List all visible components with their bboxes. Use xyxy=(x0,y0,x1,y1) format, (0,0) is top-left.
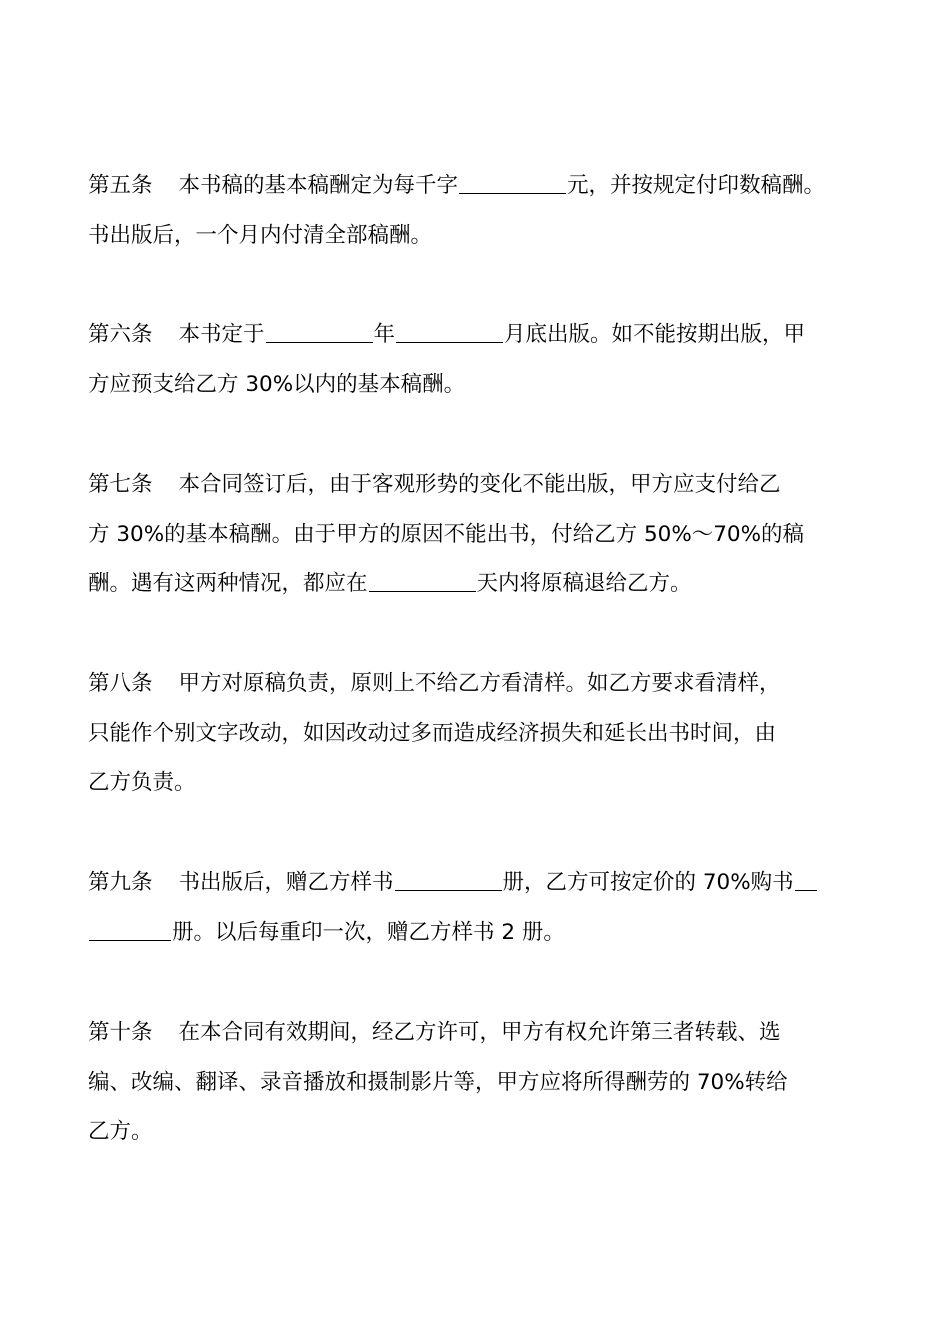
fill-in-blank[interactable] xyxy=(89,920,171,941)
fill-in-blank[interactable] xyxy=(795,870,817,891)
clause-line xyxy=(88,310,888,360)
clause-line xyxy=(88,1058,888,1108)
clause-text: 元，并按规定付印数稿酬。 xyxy=(567,173,826,198)
clause-10 xyxy=(88,1008,888,1157)
clause-7 xyxy=(88,460,888,609)
clause-line xyxy=(88,161,888,211)
clause-text: 甲方对原稿负责，原则上不给乙方看清样。如乙方要求看清样， xyxy=(178,671,781,696)
clause-5 xyxy=(88,161,888,260)
clause-label: 第九条 xyxy=(88,870,153,895)
fill-in-blank[interactable] xyxy=(396,322,503,343)
clause-text: 本合同签订后，由于客观形势的变化不能出版，甲方应支付给乙 xyxy=(178,472,781,497)
clause-text: 乙方负责。 xyxy=(88,770,196,795)
clause-text: 方 30%的基本稿酬。由于甲方的原因不能出书，付给乙方 50%～70%的稿 xyxy=(88,521,805,547)
clause-text: 只能作个别文字改动，如因改动过多而造成经济损失和延长出书时间，由 xyxy=(88,720,777,746)
clause-text: 乙方。 xyxy=(88,1119,153,1144)
clause-line xyxy=(88,758,888,808)
clause-line xyxy=(88,908,888,958)
clause-text: 书出版后，一个月内付清全部稿酬。 xyxy=(88,222,433,248)
clause-line xyxy=(88,559,888,609)
clause-line xyxy=(88,460,888,510)
clause-line xyxy=(88,1107,888,1157)
clause-text: 本书稿的基本稿酬定为每千字 xyxy=(178,173,459,198)
clause-line xyxy=(88,659,888,709)
clause-text: 册，乙方可按定价的 70%购书 xyxy=(502,870,794,895)
clause-text: 方应预支给乙方 30%以内的基本稿酬。 xyxy=(88,371,466,397)
clause-line xyxy=(88,858,888,908)
clause-label: 第十条 xyxy=(88,1020,153,1045)
fill-in-blank[interactable] xyxy=(395,870,502,891)
fill-in-blank[interactable] xyxy=(459,173,566,194)
fill-in-blank[interactable] xyxy=(369,571,476,592)
clause-label: 第七条 xyxy=(88,472,153,497)
clause-text: 天内将原稿退给乙方。 xyxy=(476,571,692,596)
clause-line xyxy=(88,360,888,410)
clause-text: 书出版后，赠乙方样书 xyxy=(178,870,394,895)
clause-text: 本书定于 xyxy=(178,322,265,347)
clause-6 xyxy=(88,310,888,409)
clause-9 xyxy=(88,858,888,957)
clause-text: 月底出版。如不能按期出版，甲 xyxy=(504,322,806,347)
clause-text: 年 xyxy=(373,322,396,347)
clause-label: 第五条 xyxy=(88,173,153,198)
clause-line xyxy=(88,211,888,261)
clause-line xyxy=(88,1008,888,1058)
clause-text: 编、改编、翻译、录音播放和摄制影片等，甲方应将所得酬劳的 70%转给 xyxy=(88,1069,788,1095)
clause-text: 酬。遇有这两种情况，都应在 xyxy=(88,571,368,596)
clause-label: 第六条 xyxy=(88,322,153,347)
fill-in-blank[interactable] xyxy=(266,322,373,343)
clause-line xyxy=(88,709,888,759)
clause-text: 在本合同有效期间，经乙方许可，甲方有权允许第三者转载、选 xyxy=(178,1020,781,1045)
clause-line xyxy=(88,510,888,560)
clause-label: 第八条 xyxy=(88,671,153,696)
clause-8 xyxy=(88,659,888,808)
clause-text: 册。以后每重印一次，赠乙方样书 2 册。 xyxy=(172,919,565,945)
